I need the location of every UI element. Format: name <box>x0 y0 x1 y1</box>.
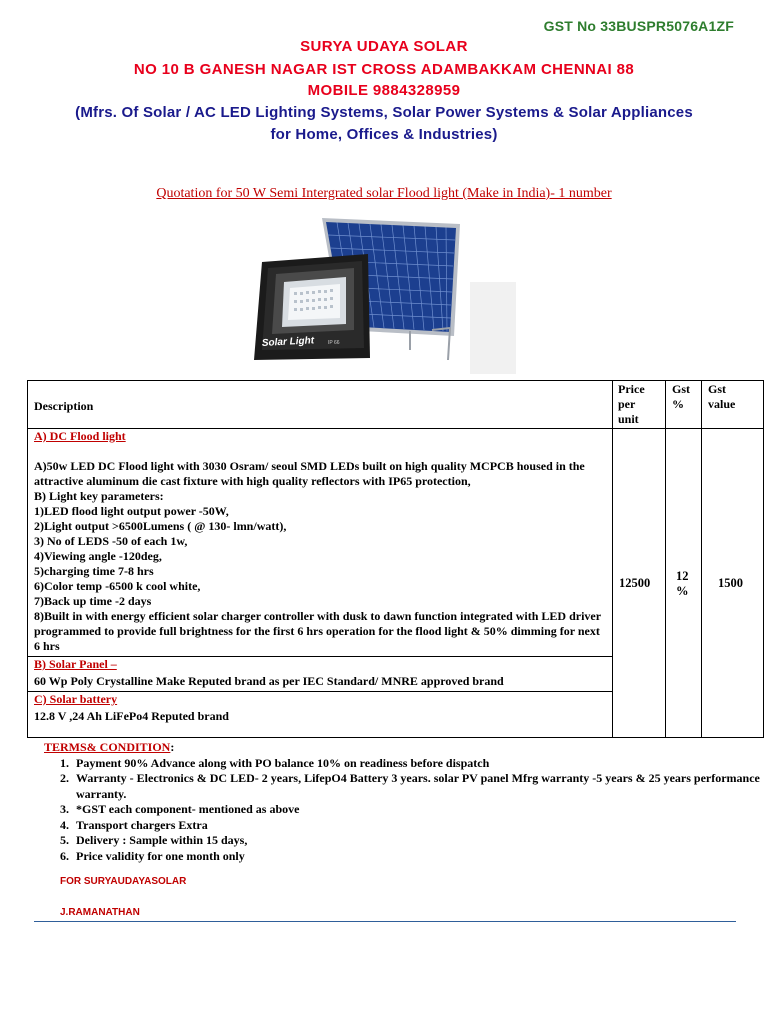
header-gst-value: Gst value <box>708 382 736 411</box>
gst-pct-cell <box>665 428 702 738</box>
quotation-title: Quotation for 50 W Semi Intergrated solar Flood light (Make in India)- 1 number <box>156 186 612 201</box>
lamp-brand-label: Solar Light <box>261 335 315 349</box>
gst-value: 1500 <box>718 576 743 590</box>
gst-value-cell <box>701 428 764 738</box>
company-tagline-line2: for Home, Offices & Industries) <box>270 126 498 143</box>
solar-flood-light-illustration <box>250 210 480 380</box>
terms-item: 4. Transport chargers Extra <box>72 818 762 834</box>
lamp-badge-label: IP 66 <box>328 340 340 346</box>
header-gst-pct-cell <box>665 380 702 429</box>
product-image <box>250 210 480 380</box>
signature-name: J.RAMANATHAN <box>60 907 140 918</box>
header-gst-value-cell <box>701 380 764 429</box>
terms-item: 2. Warranty - Electronics & DC LED- 2 years, LifepO4 Battery 3 years. solar PV panel Mfrg warranty -5 years & 25 years performance warranty. <box>72 771 762 802</box>
section-a-line: 2)Light output >6500Lumens ( @ 130- lmn/watt), <box>34 519 287 533</box>
company-mobile: MOBILE 9884328959 <box>307 82 461 99</box>
gst-number: GST No 33BUSPR5076A1ZF <box>543 18 734 34</box>
terms-colon: : <box>170 740 175 754</box>
terms-list <box>34 756 762 865</box>
section-a-line: 3) No of LEDS -50 of each 1w, <box>34 534 188 548</box>
section-a-cell <box>27 428 613 657</box>
terms-item: 3. *GST each component- mentioned as above <box>72 802 762 818</box>
header-price: Price per unit <box>618 382 645 426</box>
header-description: Description <box>34 399 94 413</box>
terms-item: 5. Delivery : Sample within 15 days, <box>72 833 762 849</box>
section-a-line: 8)Built in with energy efficient solar charger controller with dusk to dawn function integrated with LED driver programmed to provide full brightness for the first 6 hrs operation for the flood light & 50% dimming for next 6 hrs <box>34 609 601 653</box>
terms-title: TERMS& CONDITION <box>44 740 171 754</box>
price-value: 12500 <box>619 576 651 590</box>
section-c-cell <box>27 691 613 738</box>
section-a-details <box>34 459 606 654</box>
section-a-line: 7)Back up time -2 days <box>34 594 152 608</box>
price-cell <box>612 428 666 738</box>
company-tagline-line1: (Mfrs. Of Solar / AC LED Lighting Systems, Solar Power Systems & Solar Appliances <box>75 104 693 121</box>
section-c-text: 12.8 V ,24 Ah LiFePo4 Reputed brand <box>34 709 229 723</box>
footer-divider <box>34 921 736 922</box>
section-b-title: B) Solar Panel – <box>34 657 117 671</box>
section-a-line: 1)LED flood light output power -50W, <box>34 504 229 518</box>
company-address: NO 10 B GANESH NAGAR IST CROSS ADAMBAKKAM CHENNAI 88 <box>133 61 635 78</box>
terms-and-conditions <box>34 740 762 864</box>
flood-lamp-graphic <box>254 254 370 360</box>
section-a-line: 6)Color temp -6500 k cool white, <box>34 579 201 593</box>
gst-pct-value: 12 % <box>676 569 689 598</box>
header-description-cell <box>27 380 613 429</box>
section-a-line: 4)Viewing angle -120deg, <box>34 549 162 563</box>
section-a-title: A) DC Flood light <box>34 429 126 443</box>
terms-item: 6. Price validity for one month only <box>72 849 762 865</box>
placeholder-image-box <box>470 282 516 374</box>
section-b-cell <box>27 656 613 692</box>
terms-heading <box>34 740 762 756</box>
section-a-line: 5)charging time 7-8 hrs <box>34 564 154 578</box>
header-price-cell <box>612 380 666 429</box>
section-b-text: 60 Wp Poly Crystalline Make Reputed brand as per IEC Standard/ MNRE approved brand <box>34 674 504 688</box>
section-a-line: B) Light key parameters: <box>34 489 164 503</box>
section-c-title: C) Solar battery <box>34 692 118 706</box>
quotation-table <box>27 380 764 738</box>
company-name: SURYA UDAYA SOLAR <box>300 38 468 55</box>
header-gst-pct: Gst % <box>672 382 690 411</box>
signature-for-line: FOR SURYAUDAYASOLAR <box>60 876 187 887</box>
section-a-line: A)50w LED DC Flood light with 3030 Osram/ seoul SMD LEDs built on high quality MCPCB housed in the attractive aluminum die cast fixture with high quality reflectors with IP65 protection, <box>34 459 585 488</box>
terms-item: 1. Payment 90% Advance along with PO balance 10% on readiness before dispatch <box>72 756 762 772</box>
